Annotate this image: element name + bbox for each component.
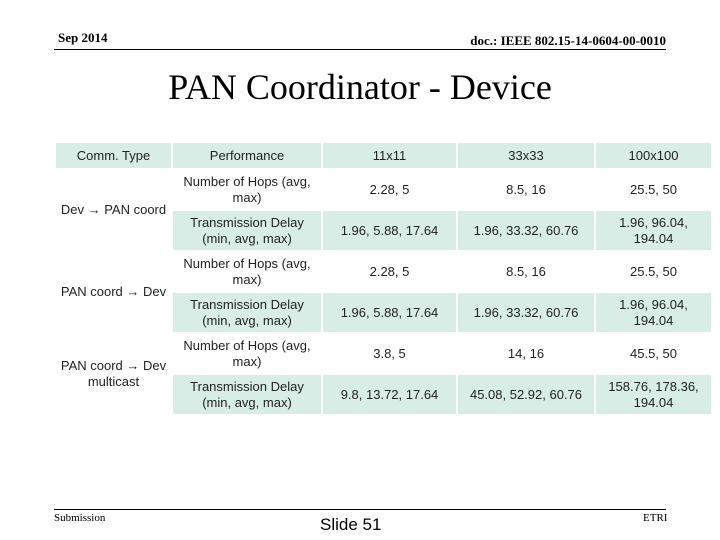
metric-cell: Transmission Delay (min, avg, max): [172, 210, 322, 251]
comm-type-cell: PAN coord → Dev multicast: [55, 333, 172, 415]
value-100x100: 1.96, 96.04, 194.04: [595, 292, 712, 333]
value-100x100: 25.5, 50: [595, 169, 712, 210]
table-header-row: [55, 142, 712, 169]
metric-cell: Transmission Delay (min, avg, max): [172, 292, 322, 333]
value-11x11: 1.96, 5.88, 17.64: [322, 210, 457, 251]
footer-divider: [54, 509, 666, 510]
comm-type-cell: Dev → PAN coord: [55, 169, 172, 251]
slide-title: PAN Coordinator - Device: [168, 67, 552, 107]
footer-organization: ETRI: [643, 512, 668, 524]
table-row: [55, 333, 712, 374]
value-100x100: 25.5, 50: [595, 251, 712, 292]
value-33x33: 1.96, 33.32, 60.76: [457, 292, 595, 333]
header-doc-id: doc.: IEEE 802.15-14-0604-00-0010: [470, 33, 666, 48]
value-100x100: 1.96, 96.04, 194.04: [595, 210, 712, 251]
value-33x33: 14, 16: [457, 333, 595, 374]
footer-submission: Submission: [54, 512, 106, 524]
comm-type-cell: PAN coord → Dev: [55, 251, 172, 333]
header-comm-type: Comm. Type: [55, 142, 172, 169]
metric-cell: Number of Hops (avg, max): [172, 333, 322, 374]
header-divider: [54, 49, 666, 50]
value-11x11: 9.8, 13.72, 17.64: [322, 374, 457, 415]
value-100x100: 158.76, 178.36, 194.04: [595, 374, 712, 415]
header-performance: Performance: [172, 142, 322, 169]
metric-cell: Number of Hops (avg, max): [172, 251, 322, 292]
metric-cell: Number of Hops (avg, max): [172, 169, 322, 210]
value-11x11: 2.28, 5: [322, 251, 457, 292]
value-33x33: 8.5, 16: [457, 169, 595, 210]
value-33x33: 8.5, 16: [457, 251, 595, 292]
value-100x100: 45.5, 50: [595, 333, 712, 374]
value-33x33: 45.08, 52.92, 60.76: [457, 374, 595, 415]
header-date: Sep 2014: [58, 30, 108, 45]
metric-cell: Transmission Delay (min, avg, max): [172, 374, 322, 415]
value-11x11: 3.8, 5: [322, 333, 457, 374]
header-100x100: 100x100: [595, 142, 712, 169]
header-11x11: 11x11: [322, 142, 457, 169]
table-row: [55, 251, 712, 292]
value-11x11: 1.96, 5.88, 17.64: [322, 292, 457, 333]
slide-number: Slide 51: [320, 515, 382, 534]
header-33x33: 33x33: [457, 142, 595, 169]
value-11x11: 2.28, 5: [322, 169, 457, 210]
value-33x33: 1.96, 33.32, 60.76: [457, 210, 595, 251]
table-row: [55, 169, 712, 210]
results-table: [54, 141, 713, 416]
